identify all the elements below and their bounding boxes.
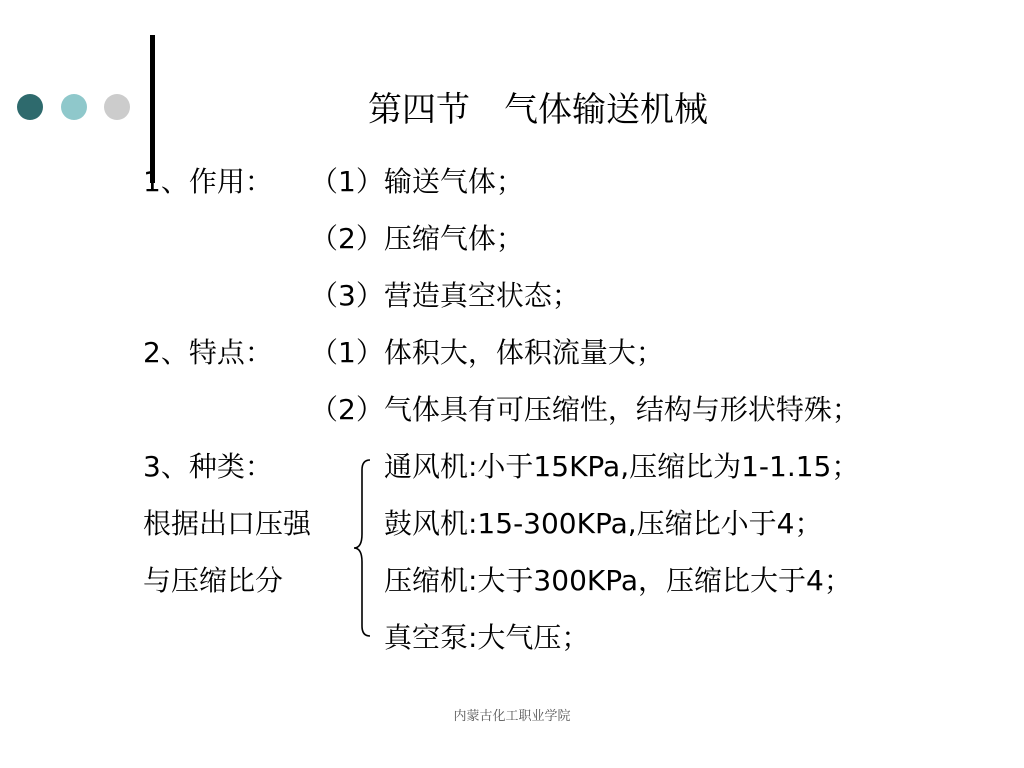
section1-item-2: （2）压缩气体； xyxy=(310,222,524,255)
section1-item-1: （1）输送气体； xyxy=(310,165,524,198)
type-item-3: 压缩机:大于300KPa，压缩比大于4； xyxy=(384,564,852,597)
slide-title: 第四节 气体输送机械 xyxy=(368,90,708,130)
type-item-4: 真空泵:大气压； xyxy=(384,621,590,654)
decorative-dot-light xyxy=(61,94,87,120)
type-item-2: 鼓风机:15-300KPa,压缩比小于4； xyxy=(384,507,823,540)
section1-label: 1、作用： xyxy=(143,165,273,198)
decorative-dot-gray xyxy=(104,94,130,120)
section3-sublabel-2: 与压缩比分 xyxy=(143,564,284,597)
curly-brace-icon xyxy=(348,458,378,638)
section2-label: 2、特点： xyxy=(143,336,273,369)
decorative-dot-dark xyxy=(17,94,43,120)
title-divider-bar xyxy=(150,35,155,183)
section2-item-1: （1）体积大，体积流量大； xyxy=(310,336,664,369)
type-item-1: 通风机:小于15KPa,压缩比为1-1.15； xyxy=(384,450,860,483)
footer-institution: 内蒙古化工职业学院 xyxy=(453,709,571,724)
section3-label: 3、种类： xyxy=(143,450,273,483)
section2-item-2: （2）气体具有可压缩性，结构与形状特殊； xyxy=(310,393,860,426)
section3-sublabel-1: 根据出口压强 xyxy=(143,507,312,540)
section1-item-3: （3）营造真空状态； xyxy=(310,279,580,312)
